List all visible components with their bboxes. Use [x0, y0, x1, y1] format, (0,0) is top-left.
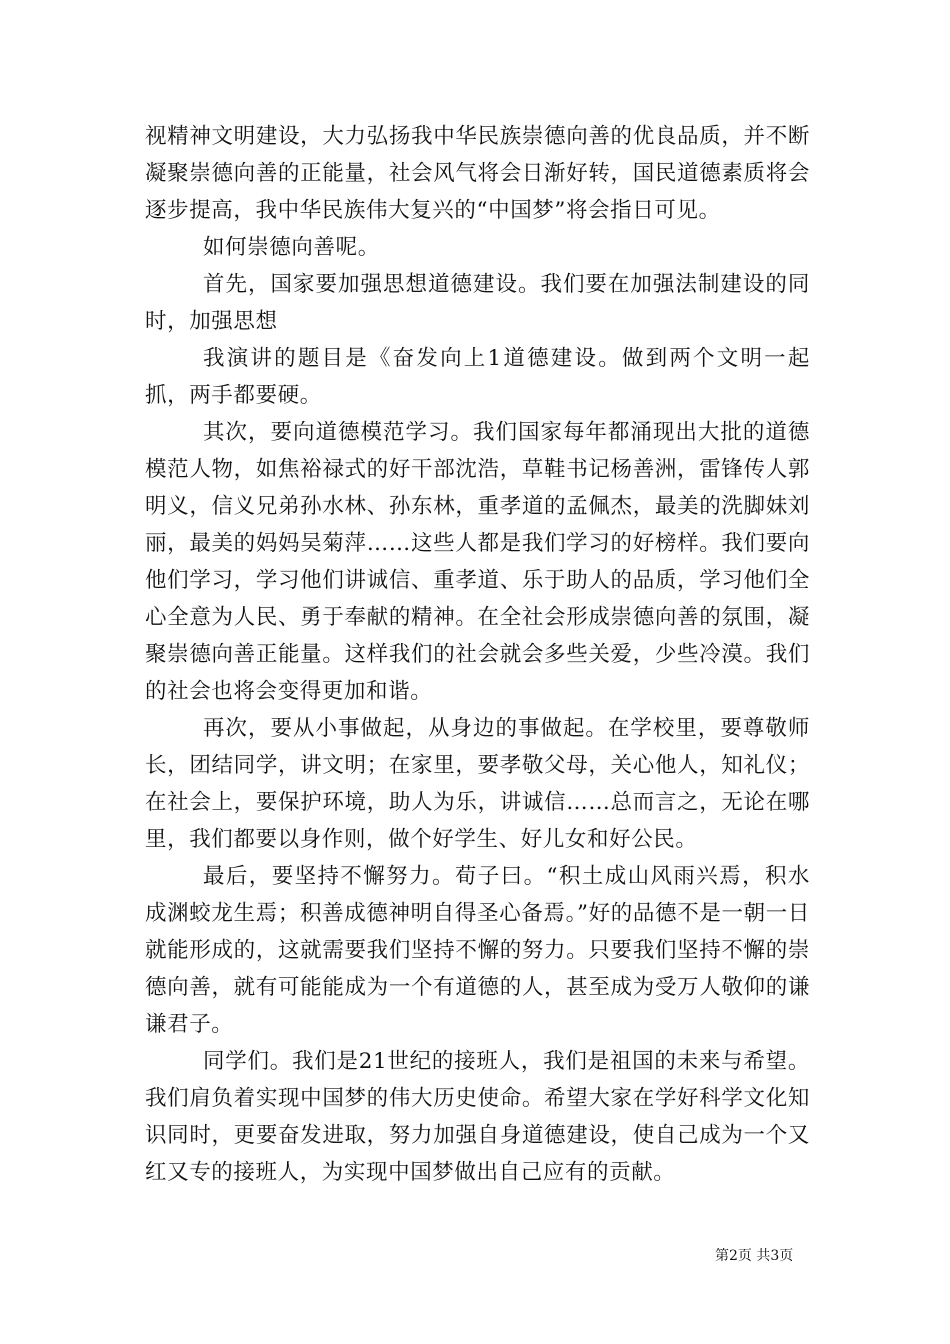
page-number: 第2页 共3页: [715, 1248, 794, 1264]
paragraph-continued: 视精神文明建设，大力弘扬我中华民族崇德向善的优良品质，并不断凝聚崇德向善的正能量，社会风气将会日渐好转，国民道德素质将会逐步提高，我中华民族伟大复兴的“中国梦”将会指日可见。: [145, 124, 810, 223]
paragraph-speech-title: 我演讲的题目是《奋发向上1道德建设。做到两个文明一起抓，两手都要硬。: [145, 346, 810, 408]
paragraph-last: 最后，要坚持不懈努力。荀子曰。“积土成山风雨兴焉，积水成渊蛟龙生焉；积善成德神明自得圣心备焉。”好的品德不是一朝一日就能形成的，这就需要我们坚持不懈的努力。只要我们坚持不懈的崇德向善，就有可能能成为一个有道德的人，甚至成为受万人敬仰的谦谦君子。: [145, 864, 810, 1037]
paragraph-question: 如何崇德向善呢。: [203, 235, 380, 260]
paragraph-third: 再次，要从小事做起，从身边的事做起。在学校里，要尊敬师长，团结同学，讲文明；在家里，要孝敬父母，关心他人，知礼仪；在社会上，要保护环境，助人为乐，讲诚信……总而言之，无论在哪里，我们都要以身作则，做个好学生、好儿女和好公民。: [145, 716, 810, 852]
paragraph-second: 其次，要向道德模范学习。我们国家每年都涌现出大批的道德模范人物，如焦裕禄式的好干部沈浩，草鞋书记杨善洲，雷锋传人郭明义，信义兄弟孙水林、孙东林，重孝道的孟佩杰，最美的洗脚妹刘丽，最美的妈妈吴菊萍……这些人都是我们学习的好榜样。我们要向他们学习，学习他们讲诚信、重孝道、乐于助人的品质，学习他们全心全意为人民、勇于奉献的精神。在全社会形成崇德向善的氛围，凝聚崇德向善正能量。这样我们的社会就会多些关爱，少些冷漠。我们的社会也将会变得更加和谐。: [145, 420, 810, 704]
paragraph-closing: 同学们。我们是21世纪的接班人，我们是祖国的未来与希望。我们肩负着实现中国梦的伟大历史使命。希望大家在学好科学文化知识同时，更要奋发进取，努力加强自身道德建设，使自己成为一个又红又专的接班人，为实现中国梦做出自己应有的贡献。: [145, 1049, 810, 1185]
paragraph-first: 首先，国家要加强思想道德建设。我们要在加强法制建设的同时，加强思想: [145, 272, 810, 334]
document-body: [145, 118, 810, 1191]
